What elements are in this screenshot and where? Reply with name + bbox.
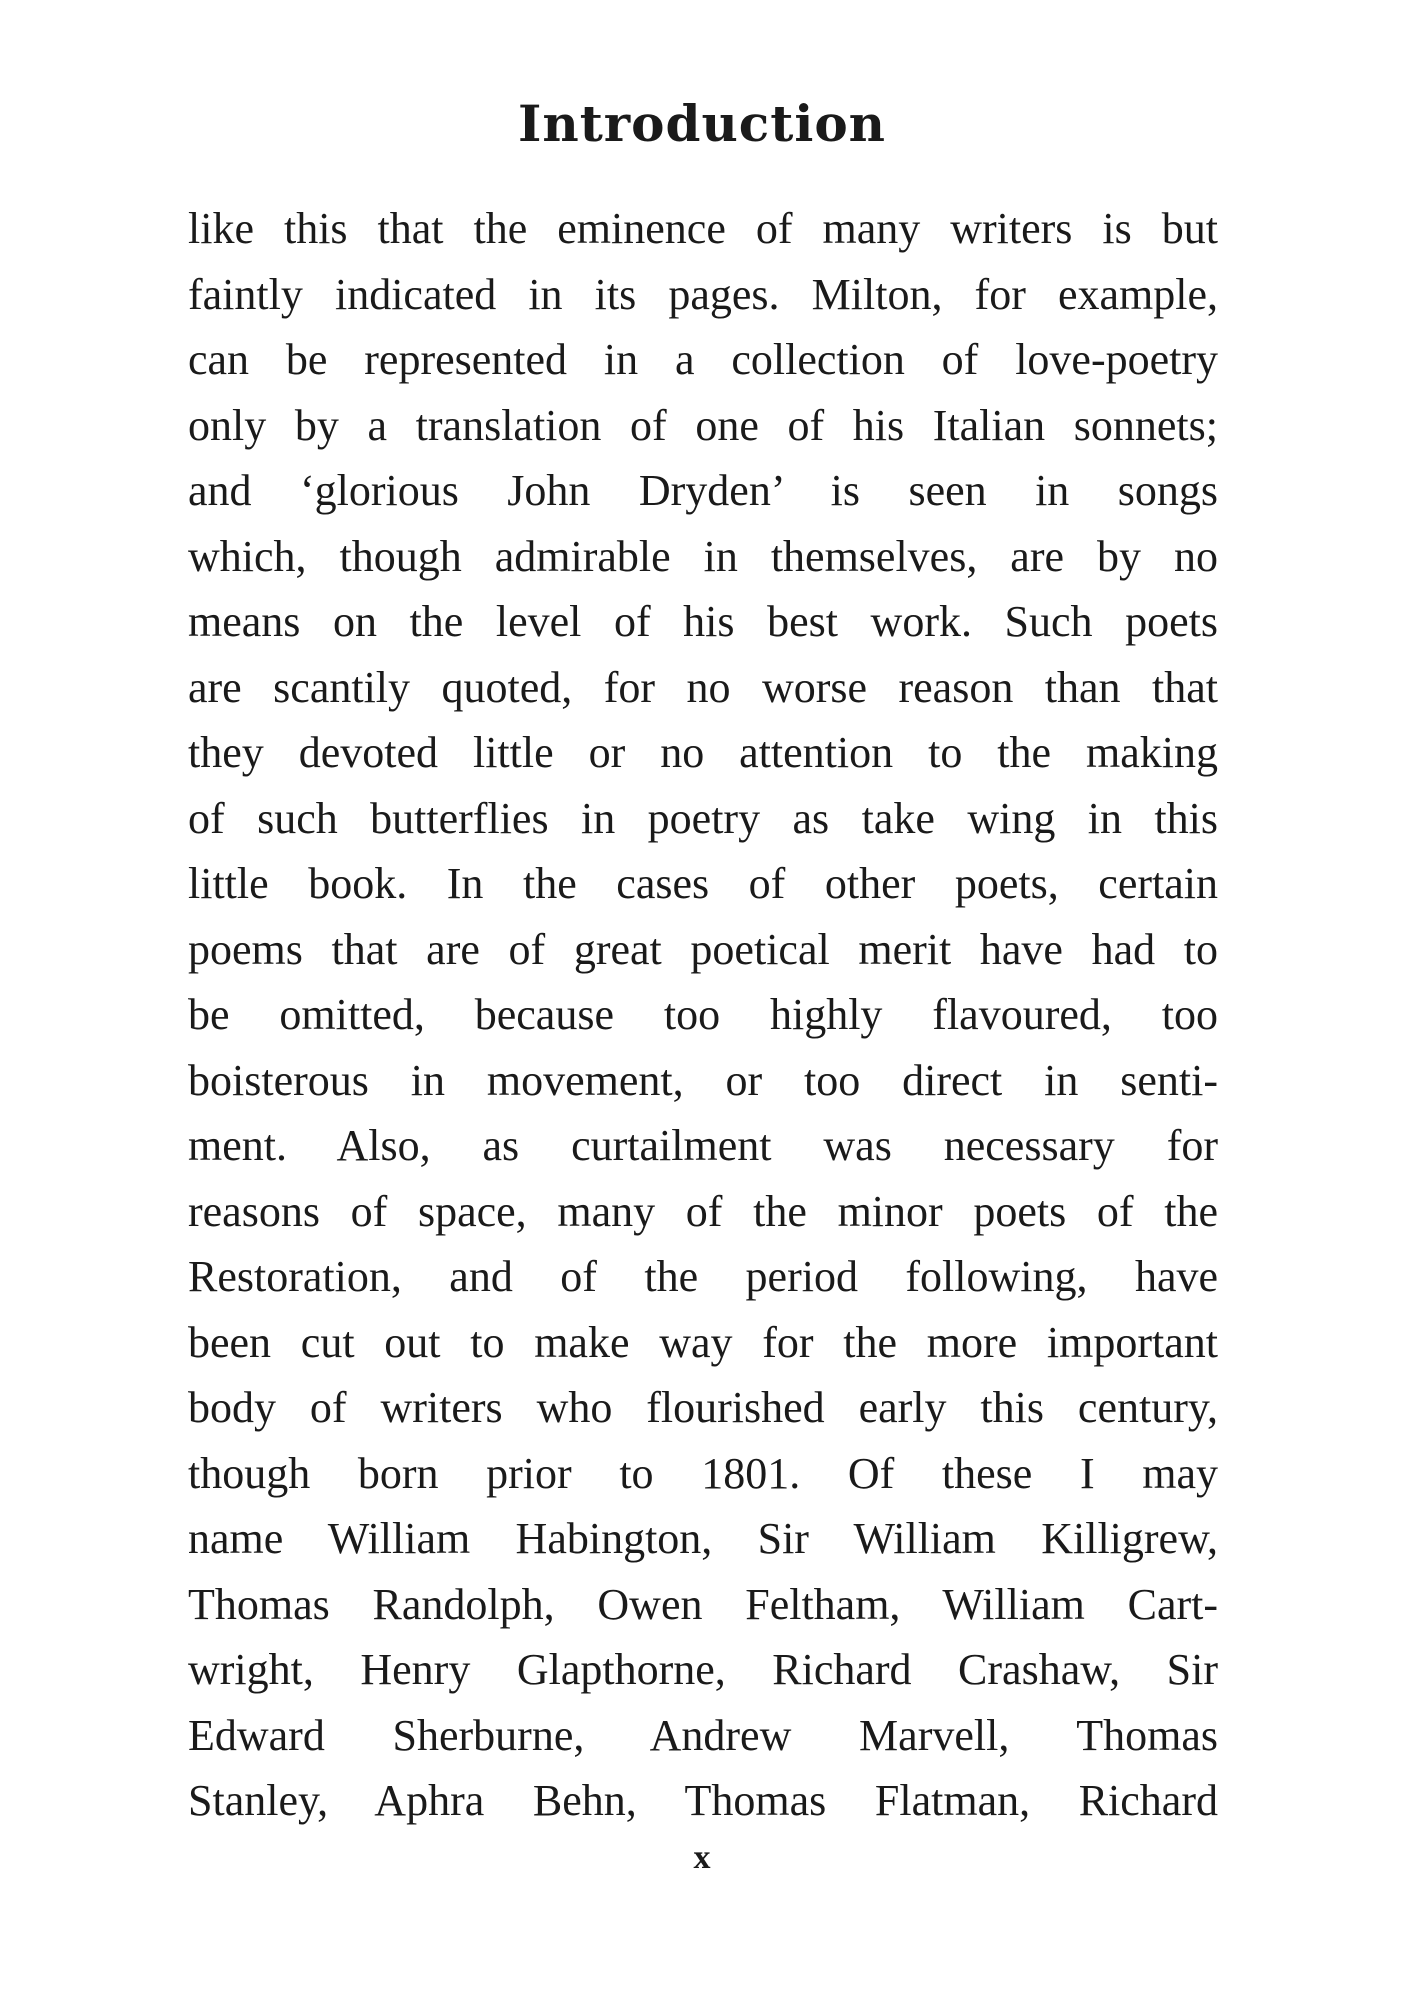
page-number: x <box>693 1839 711 1876</box>
text-line: means on the level of his best work. Such poets <box>188 597 1218 646</box>
text-line: like this that the eminence of many writers is but <box>188 204 1218 253</box>
text-line: poems that are of great poetical merit have had to <box>188 924 1218 974</box>
text-line: Edward Sherburne, Andrew Marvell, Thomas <box>188 1710 1218 1760</box>
text-line: been cut out to make way for the more important <box>188 1317 1218 1367</box>
text-line: are scantily quoted, for no worse reason than that <box>188 662 1218 712</box>
text-line: Restoration, and of the period following, have <box>188 1252 1218 1301</box>
text-line: Stanley, Aphra Behn, Thomas Flatman, Richard <box>188 1776 1218 1825</box>
text-line: little book. In the cases of other poets, certain <box>188 859 1218 908</box>
text-line: they devoted little or no attention to the making <box>188 728 1218 777</box>
text-line: though born prior to 1801. Of these I may <box>188 1448 1218 1498</box>
running-title: Introduction <box>517 94 887 153</box>
text-line: be omitted, because too highly flavoured, too <box>188 990 1218 1039</box>
text-line: of such butterflies in poetry as take wing in this <box>188 793 1218 843</box>
text-line: only by a translation of one of his Italian sonnets; <box>188 400 1218 450</box>
text-line: faintly indicated in its pages. Milton, for example, <box>188 269 1218 319</box>
text-line: body of writers who flourished early this century, <box>188 1383 1218 1432</box>
text-line: ment. Also, as curtailment was necessary for <box>188 1121 1218 1170</box>
text-line: wright, Henry Glapthorne, Richard Crashaw, Sir <box>188 1645 1218 1694</box>
text-line: which, though admirable in themselves, are by no <box>188 531 1218 581</box>
text-line: Thomas Randolph, Owen Feltham, William Cart- <box>188 1579 1218 1629</box>
text-line: boisterous in movement, or too direct in senti- <box>188 1055 1218 1105</box>
text-line: can be represented in a collection of love-poetry <box>188 335 1218 384</box>
text-line: reasons of space, many of the minor poets of the <box>188 1186 1218 1236</box>
text-line: name William Habington, Sir William Killigrew, <box>188 1514 1218 1563</box>
text-line: and ‘glorious John Dryden’ is seen in songs <box>188 466 1218 515</box>
body-text <box>188 196 1218 1834</box>
